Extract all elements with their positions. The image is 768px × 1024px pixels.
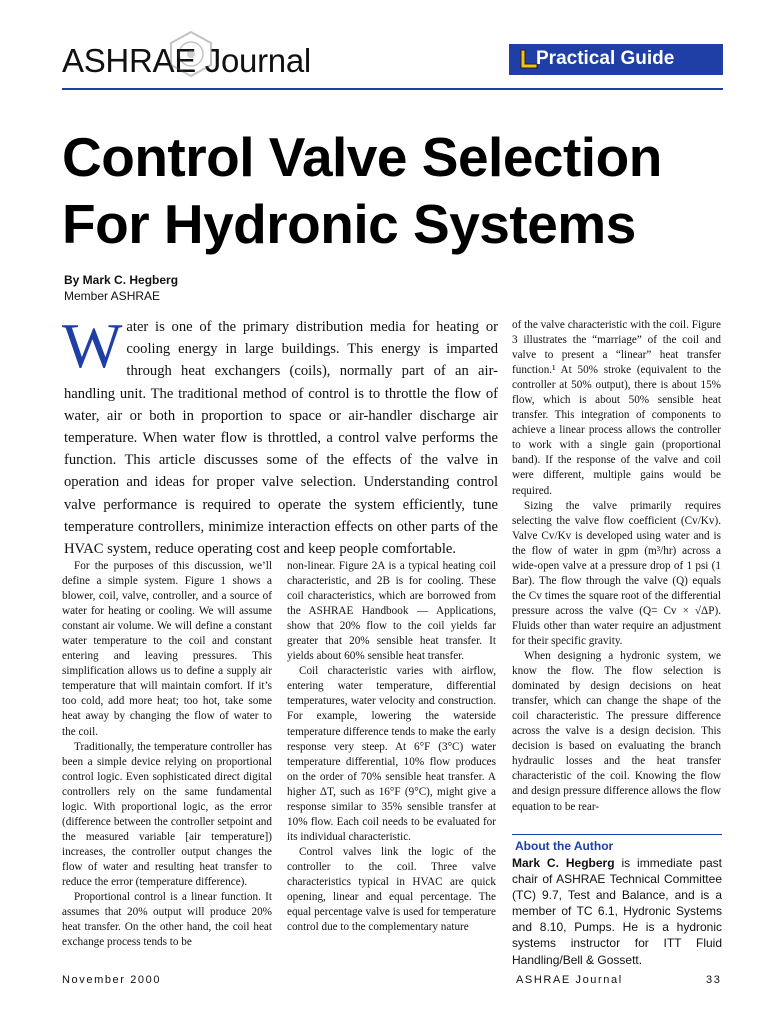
paragraph: When designing a hydronic system, we know the flow. The flow selection is dominated by design decisions on heat transfer, which can change the shape of the coil characteristic. The pressure difference across the valve is a design decision. This decision is based on evaluating the branch hydraulic losses and the heat transfer characteristic of the coil. Knowing the flow and design pressure difference allows the flow equation to be rear- [512, 650, 721, 813]
page-number: 33 [706, 974, 722, 986]
title-line-1: Control Valve Selection [62, 126, 662, 188]
drop-cap: W [62, 310, 123, 381]
footer-journal: ASHRAE Journal [516, 974, 623, 986]
practical-guide-badge [509, 44, 723, 75]
paragraph: non-linear. Figure 2A is a typical heating coil characteristic, and 2B is for cooling. These coil characteristics, which are borrowed from the ASHRAE Handbook — Applications, show that 20% flow to the coil yields far greater that 20% sensible heat transfer. It yields about 60% sensible heat transfer. [287, 560, 496, 663]
about-heading: About the Author [515, 839, 614, 853]
paragraph: For the purposes of this discussion, we’ll define a simple system. Figure 1 shows a blower, coil, valve, controller, and a source of water for heating or cooling. We will assume constant air volume. We will define a constant water temperature to the coil and constant entering and leaving pressures. This simplification allows us to define a supply air temperature that will maintain comfort. If it’s too cold, add more heat; too hot, take some heat away by changing the flow of water to the coil. [62, 560, 272, 738]
footer-date: November 2000 [62, 974, 162, 986]
lead-text: ater is one of the primary distribution media for heating or cooling energy in large buildings. This energy is imparted through heat exchangers (coils), normally part of an air-handling unit. The traditional method of control is to throttle the flow of water, air or both in proportion to space or air-handler discharge air temperature. When water flow is throttled, a control valve performs the function. This article discusses some of the effects of the valve in operation and ideas for proper valve selection. Understanding control valve performance is required to operate the system efficiently, tune temperature controllers, minimize interaction effects on other parts of the HVAC system, reduce operating cost and keep people comfortable. [64, 319, 498, 558]
journal-title: ASHRAE Journal [62, 42, 311, 79]
paragraph: Traditionally, the temperature controller has been a simple device relying on proportional control logic. Even sophisticated direct digital controllers rely on the same fundamental logic. With proportional logic, as the error (difference between the controller setpoint and the measured variable [air temperature]) increases, the controller output changes the flow of water and resulting heat transfer to reduce the error (temperature difference). [62, 740, 272, 888]
title-line-2: For Hydronic Systems [62, 193, 636, 255]
body-column-3 [512, 318, 721, 815]
about-the-author-box [512, 834, 722, 968]
paragraph: Coil characteristic varies with airflow, entering water temperature, differential temperatures, water velocity and construction. For example, lowering the waterside temperature difference tends to make the early response very steep. At 6°F (3°C) water temperature differential, 10% flow produces on the order of 70% sensible heat transfer. A higher ΔT, such as 16°F (9°C), might give a response similar to 35% sensible transfer at 10% flow. Each coil needs to be evaluated for its individual characteristic. [287, 665, 496, 843]
lead-paragraph [62, 310, 498, 560]
author-membership: Member ASHRAE [64, 289, 161, 303]
paragraph: of the valve characteristic with the coil. Figure 3 illustrates the “marriage” of the coil and valve to present a “linear” heat transfer function.¹ At 50% stroke (equivalent to the controller at 50% output), there is about 15% flow, which is about 50% sensible heat transfer. This integration of components to achieve a linear process allows the controller to work with a single gain (proportional band). If the response of the valve and coil were different, multiple gains would be required. [512, 319, 721, 497]
author-name: Mark C. Hegberg [512, 856, 615, 870]
author-byline: By Mark C. Hegberg [64, 273, 179, 287]
body-column-2 [287, 559, 496, 935]
article-title [62, 124, 742, 258]
paragraph: Sizing the valve primarily requires selecting the valve flow coefficient (Cv/Kv). Valve Cv/Kv is developed using water and is the flow of water in gpm (m³/hr) across a wide-open valve at a pressure drop of 1 psi (1 Bar). The flow through the valve (Q) equals the Cv times the square root of the differential pressure across the valve (Q= Cv × √ΔP). Fluids other than water require an adjustment for their specific gravity. [512, 499, 721, 647]
body-column-1 [62, 559, 272, 950]
ashrae-emblem-icon [167, 30, 215, 78]
about-body [512, 855, 722, 968]
badge-label: Practical Guide [536, 48, 675, 69]
paragraph: Proportional control is a linear function. It assumes that 20% output will produce 20% heat transfer. On the other hand, the coil heat exchange process tends to be [62, 891, 272, 949]
author-bio: is immediate past chair of ASHRAE Technical Committee (TC) 9.7, Test and Balance, and is a member of TC 6.1, Hydronic Systems and 8.10, Pumps. He is a hydronic systems instructor for ITT Fluid Handling/Bell & Gossett. [512, 856, 722, 967]
paragraph: Control valves link the logic of the controller to the coil. Three valve characteristics typical in HVAC are quick opening, linear and equal percentage. The equal percentage valve is used for temperature control due to the complementary nature [287, 845, 496, 934]
header-divider [62, 88, 723, 90]
